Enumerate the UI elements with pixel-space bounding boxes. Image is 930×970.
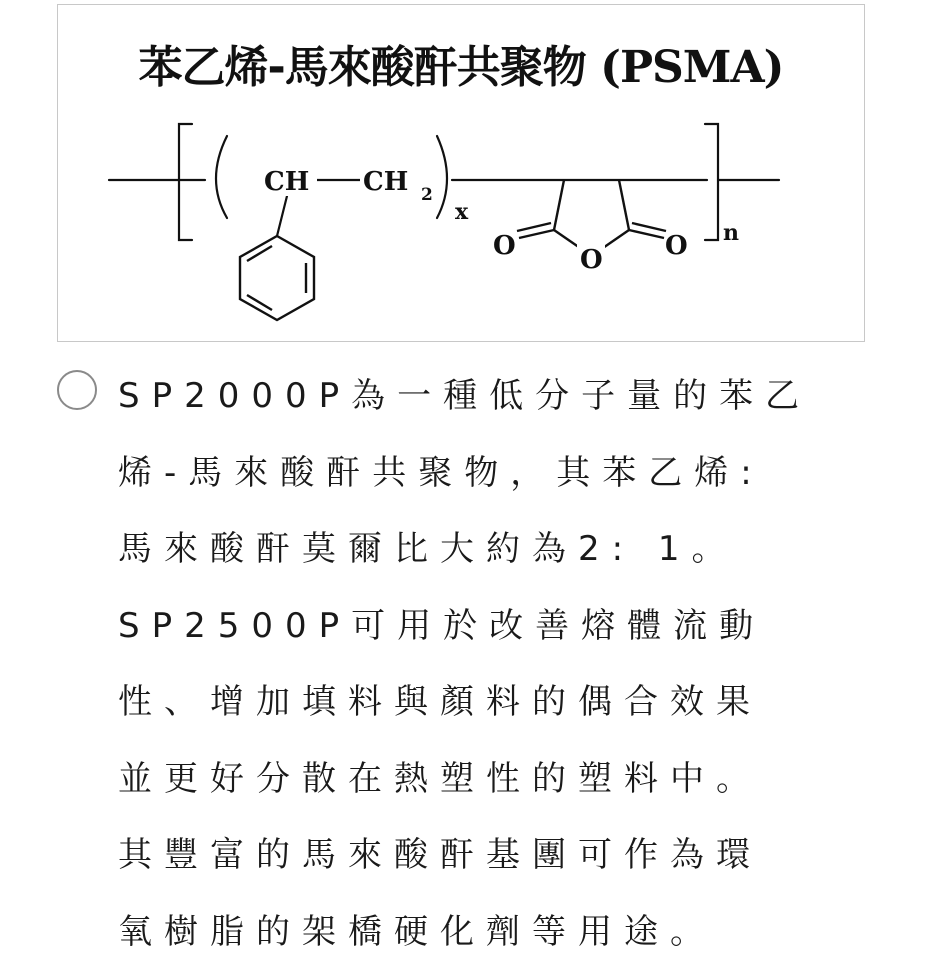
description-line-7: 其豐富的馬來酸酐基團可作為環 xyxy=(118,817,878,894)
ch-label: CH xyxy=(264,167,309,197)
phenyl-ring xyxy=(240,236,314,320)
structure-title-abbreviation: (PSMA) xyxy=(600,42,783,93)
description-line-4: SP2500P可用於改善熔體流動 xyxy=(118,588,878,665)
description-line-5: 性、增加填料與顏料的偶合效果 xyxy=(118,664,878,741)
left-square-bracket xyxy=(179,124,192,240)
repeat-n-label: n xyxy=(723,220,739,246)
carbonyl-oxygen-left: O xyxy=(493,231,516,261)
repeat-x-label: x xyxy=(455,199,469,225)
left-parenthesis xyxy=(216,136,227,218)
option-radio-button[interactable] xyxy=(57,370,97,410)
ch-phenyl-bond xyxy=(277,196,287,236)
carbonyl-oxygen-right: O xyxy=(665,231,688,261)
description-line-2: 烯-馬來酸酐共聚物，其苯乙烯: xyxy=(118,435,878,512)
ch2-subscript: 2 xyxy=(421,185,433,205)
description-text xyxy=(118,358,878,970)
description-line-6: 並更好分散在熱塑性的塑料中。 xyxy=(118,741,878,818)
anhydride-ring xyxy=(517,180,666,250)
ch2-label: CH xyxy=(363,167,408,197)
description-line-3: 馬來酸酐莫爾比大約為2: 1。 xyxy=(118,511,878,588)
description-line-8: 氧樹脂的架橋硬化劑等用途。 xyxy=(118,894,878,970)
description-line-1: SP2000P為一種低分子量的苯乙 xyxy=(118,358,878,435)
ring-oxygen: O xyxy=(580,245,603,275)
psma-structural-formula xyxy=(57,4,865,342)
right-parenthesis xyxy=(437,136,447,218)
structure-title-chinese: 苯乙烯-馬來酸酐共聚物 xyxy=(139,42,586,93)
right-square-bracket xyxy=(705,124,718,240)
